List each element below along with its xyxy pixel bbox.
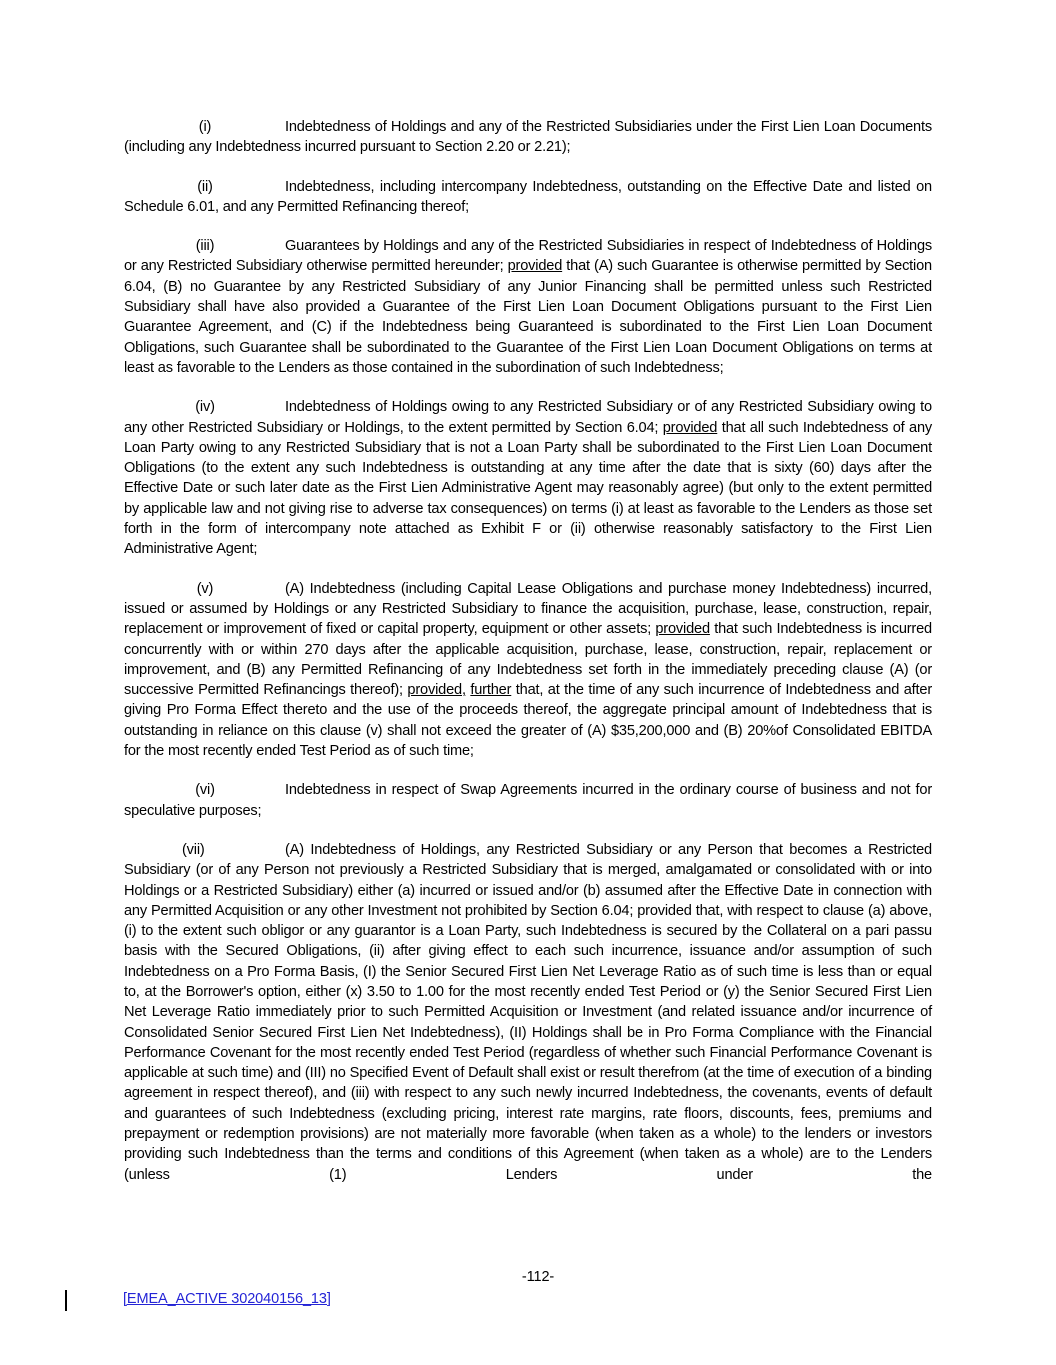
clause-text: (A) Indebtedness of Holdings, any Restricted Subsidiary or any Person that becomes a Restricted Subsidiary (or of any Person not previously a Restricted Subsidiary that is merged, amalgamated or consolidated with or into Holdings or a Restricted Subsidiary) either (a) incurred or issued and/or (b) assumed after the Effective Date in connection with any Permitted Acquisition or any other Investment not prohibited by Section 6.04; provided that, with respect to clause (a) above, (i) to the extent such obligor or any guarantor is a Loan Party, such Indebtedness is secured by the Collateral on a pari passu basis with the Secured Obligations, (ii) after giving effect to each such incurrence, issuance and/or assumption of such Indebtedness on a Pro Forma Basis, (I) the Senior Secured First Lien Net Leverage Ratio as of such time is less than or equal to, at the Borrower's option, either (x) 3.50 to 1.00 for the most recently ended Test Period or (y) the Senior Secured First Lien Net Leverage Ratio immediately prior to such Permitted Acquisition or Investment (and related issuance and/or incurrence of Consolidated Senior Secured First Lien Net Indebtedness), (II) Holdings shall be in Pro Forma Compliance with the Financial Performance Covenant for the most recently ended Test Period (regardless of whether such Financial Performance Covenant is applicable at such time) and (III) no Specified Event of Default shall exist or result therefrom (at the time of execution of a binding agreement in respect thereof), and (iii) with respect to any such newly incurred Indebtedness, the covenants, events of default and guarantees of such Indebtedness (excluding pricing, interest rate margins, rate floors, discounts, fees, premiums and prepayment or redemption provisions) are not materially more favorable (when taken as a whole) to the lenders or investors providing such Indebtedness than the terms and conditions of this Agreement (when taken as a whole) are to the Lenders (unless (1) Lenders under the [124, 841, 932, 1183]
clause-number: (iii) [195, 238, 215, 255]
clause-number: (iv) [195, 399, 215, 416]
clause-text: Indebtedness, including intercompany Indebtedness, outstanding on the Effective Date and listed on Schedule 6.01, and any Permitted Refinancing thereof; [124, 178, 932, 215]
clause-number: (i) [198, 119, 212, 135]
document-id-link[interactable]: [EMEA_ACTIVE 302040156_13] [123, 1291, 331, 1307]
clause-paragraph-vii [124, 840, 932, 1185]
clause-paragraph-iv [124, 397, 932, 559]
clause-text: that all such Indebtedness of any Loan Party owing to any Restricted Subsidiary that is not a Loan Party shall be subordinated to the First Lien Loan Document Obligations (to the extent any such Indebtedness is outstanding at any time after the date that is sixty (60) days after the Effective Date or such later date as the First Lien Administrative Agent may reasonably agree) (but only to the extent permitted by applicable law and not giving rise to adverse tax consequences) on terms (i) at least as favorable to the Lenders as those set forth in the form of intercompany note attached as Exhibit F or (ii) otherwise reasonably satisfactory to the First Lien Administrative Agent; [124, 419, 932, 558]
underlined-term: provided, [407, 682, 466, 699]
underlined-term: provided [662, 419, 718, 436]
clause-text: that such Indebtedness is incurred concurrently with or within 270 days after the applicable acquisition, purchase, lease, construction, repair, replacement or improvement, and (B) any Permitted Refinancing of any Indebtedness set forth in the immediately preceding clause (A) (or successive Permitted Refinancings thereof); [124, 621, 932, 699]
clause-text: Indebtedness of Holdings owing to any Restricted Subsidiary or of any Restricted Subsidiary owing to any other Restricted Subsidiary or Holdings, to the extent permitted by Section 6.04; [124, 399, 932, 436]
change-bar [65, 1290, 67, 1311]
clause-number: (vi) [195, 782, 215, 799]
clause-number: (ii) [197, 178, 213, 195]
clause-text: (A) Indebtedness (including Capital Lease Obligations and purchase money Indebtedness) incurred, issued or assumed by Holdings or any Restricted Subsidiary to finance the acquisition, purchase, lease, construction, repair, replacement or improvement of fixed or capital property, equipment or other assets; [124, 580, 932, 638]
clause-paragraph-iii [124, 236, 932, 378]
clause-paragraph-i [124, 117, 932, 158]
clause-paragraph-v [124, 579, 932, 762]
clause-number: (vii) [182, 841, 205, 858]
page-number: -112- [521, 1269, 555, 1285]
underlined-term: provided [655, 621, 710, 638]
clause-text: Indebtedness of Holdings and any of the Restricted Subsidiaries under the First Lien Loan Documents (including any Indebtedness incurred pursuant to Section 2.20 or 2.21); [124, 119, 932, 156]
clause-text: Indebtedness in respect of Swap Agreements incurred in the ordinary course of business and not for speculative purposes; [124, 782, 932, 819]
clause-paragraph-ii [124, 177, 932, 218]
clause-text: that (A) such Guarantee is otherwise permitted by Section 6.04, (B) no Guarantee by any Restricted Subsidiary of any Junior Financing shall be permitted unless such Restricted Subsidiary shall have also provided a Guarantee of the First Lien Loan Document Obligations pursuant to the First Lien Guarantee Agreement, and (C) if the Indebtedness being Guaranteed is subordinated to the First Lien Loan Document Obligations, such Guarantee shall be subordinated to the Guarantee of the First Lien Loan Document Obligations on terms at least as favorable to the Lenders as those contained in the subordination of such Indebtedness; [124, 258, 932, 376]
clause-text: that, at the time of any such incurrence of Indebtedness and after giving Pro Forma Effect thereto and the use of the proceeds thereof, the aggregate principal amount of Indebtedness that is outstanding in reliance on this clause (v) shall not exceed the greater of (A) $35,200,000 and (B) 20%of Consolidated EBITDA for the most recently ended Test Period as of such time; [124, 682, 932, 760]
clause-paragraph-vi [124, 780, 932, 821]
clause-text: Guarantees by Holdings and any of the Restricted Subsidiaries in respect of Indebtedness of Holdings or any Restricted Subsidiary otherwise permitted hereunder; [124, 238, 932, 275]
underlined-term: further [470, 682, 512, 699]
clause-number: (v) [196, 580, 214, 597]
document-body [124, 117, 932, 1204]
underlined-term: provided [507, 258, 563, 275]
